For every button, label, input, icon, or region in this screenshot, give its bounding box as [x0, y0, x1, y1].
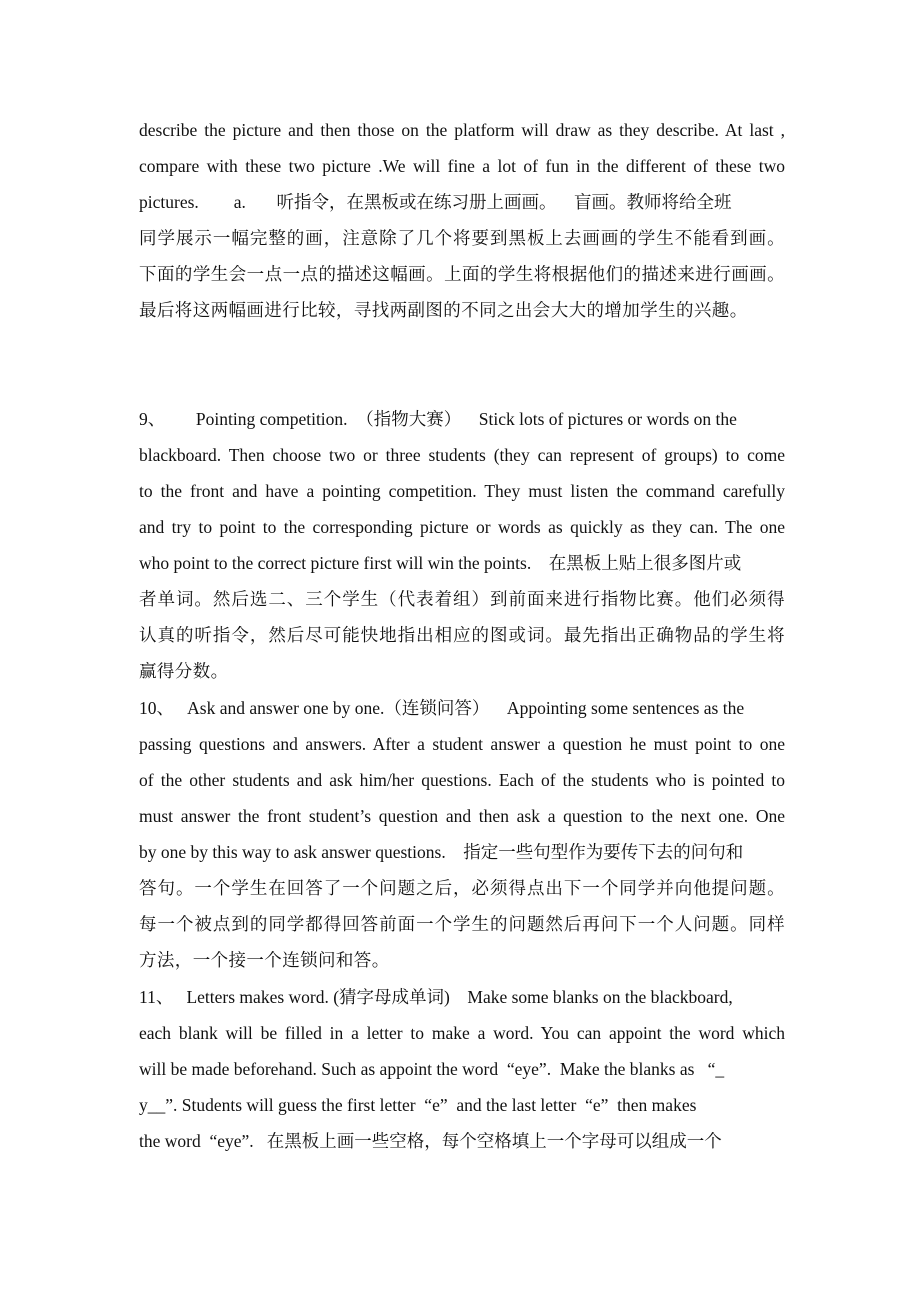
section-heading-line: 11、 Letters makes word. (猜字母成单词) Make some blanks on the blackboard, — [139, 987, 733, 1007]
text-line: and try to point to the corresponding picture or words as quickly as they can. The one — [139, 517, 785, 537]
text-line: 认真的听指令，然后尽可能快地指出相应的图或词。最先指出正确物品的学生将 — [139, 625, 785, 645]
text-line: 答句。一个学生在回答了一个问题之后，必须得点出下一个同学并向他提问题。 — [139, 878, 785, 898]
text-line: 每一个被点到的同学都得回答前面一个学生的问题然后再问下一个人问题。同样 — [139, 914, 785, 934]
text-line: blackboard. Then choose two or three students (they can represent of groups) to come — [139, 445, 785, 465]
text-line: y__”. Students will guess the first letter “e” and the last letter “e” then makes — [139, 1095, 697, 1115]
text-line: passing questions and answers. After a student answer a question he must point to one — [139, 734, 785, 754]
text-line: will be made beforehand. Such as appoint the word “eye”. Make the blanks as “_ — [139, 1059, 725, 1079]
text-line: pictures. a. 听指令，在黑板或在练习册上画画。 盲画。教师将给全班 — [139, 192, 732, 212]
section-heading-line: 9、 Pointing competition. （指物大赛） Stick lots of pictures or words on the — [139, 409, 737, 429]
text-line: 下面的学生会一点一点的描述这幅画。上面的学生将根据他们的描述来进行画画。 — [139, 264, 785, 284]
text-line: 方法，一个接一个连锁问和答。 — [139, 950, 390, 970]
text-line: compare with these two picture .We will fine a lot of fun in the different of these two — [139, 156, 785, 176]
text-line: by one by this way to ask answer questions. 指定一些句型作为要传下去的问句和 — [139, 842, 744, 862]
text-line: 最后将这两幅画进行比较，寻找两副图的不同之出会大大的增加学生的兴趣。 — [139, 300, 748, 320]
text-line: 同学展示一幅完整的画，注意除了几个将要到黑板上去画画的学生不能看到画。 — [139, 228, 785, 248]
text-line: must answer the front student’s question and then ask a question to the next one. One — [139, 806, 785, 826]
text-line: the word “eye”. 在黑板上画一些空格，每个空格填上一个字母可以组成一个 — [139, 1131, 722, 1151]
section-heading-line: 10、 Ask and answer one by one.（连锁问答） Appointing some sentences as the — [139, 698, 745, 718]
text-line: each blank will be filled in a letter to make a word. You can appoint the word which — [139, 1023, 785, 1043]
text-line: describe the picture and then those on the platform will draw as they describe. At last , — [139, 120, 785, 140]
text-line: 者单词。然后选二、三个学生（代表着组）到前面来进行指物比赛。他们必须得 — [139, 589, 785, 609]
text-line: of the other students and ask him/her questions. Each of the students who is pointed to — [139, 770, 785, 790]
text-line: 赢得分数。 — [139, 661, 229, 681]
text-line: who point to the correct picture first will win the points. 在黑板上贴上很多图片或 — [139, 553, 742, 573]
text-line: to the front and have a pointing competition. They must listen the command carefully — [139, 481, 785, 501]
